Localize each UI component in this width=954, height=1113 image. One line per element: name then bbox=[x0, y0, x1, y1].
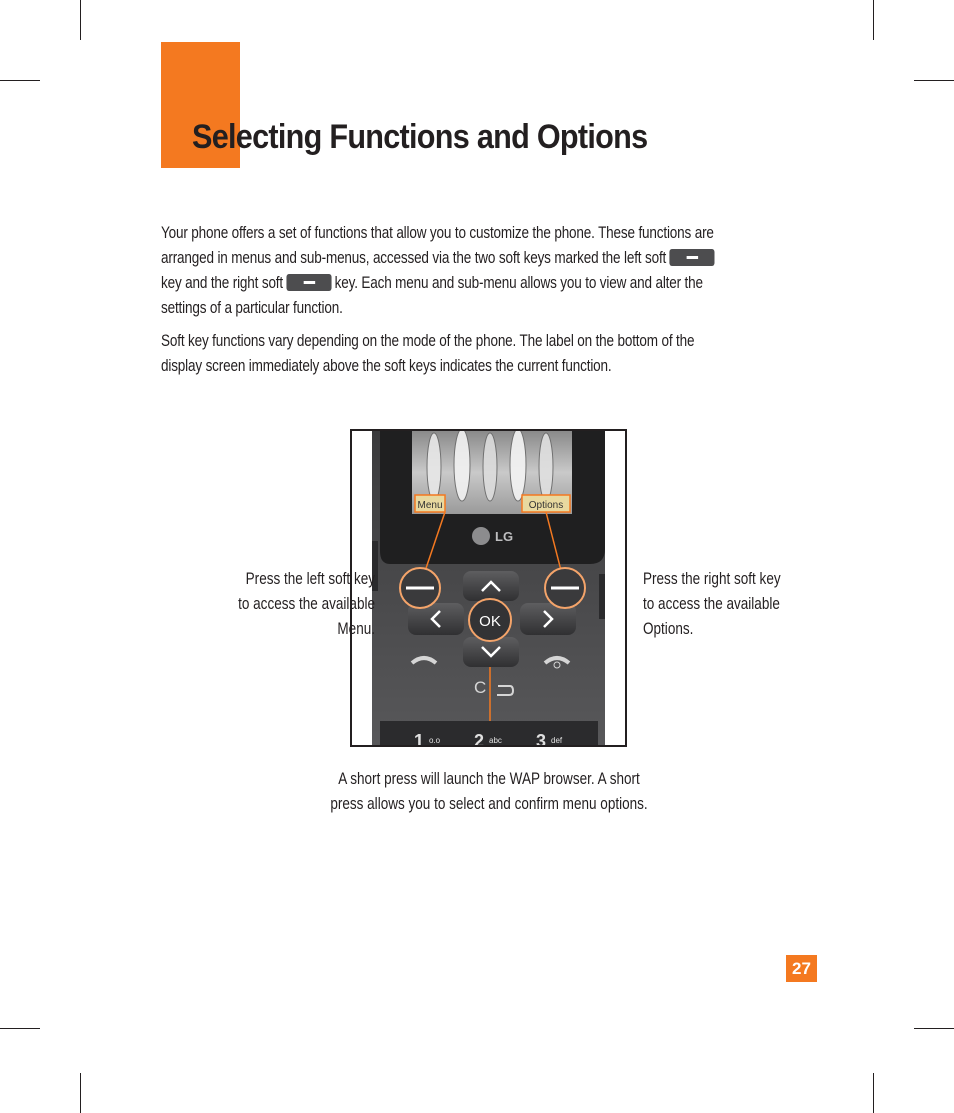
crop-mark bbox=[914, 1028, 954, 1029]
page-title: Selecting Functions and Options bbox=[192, 118, 648, 156]
intro-paragraph-1 bbox=[161, 221, 735, 321]
intro-text-2: key and the right soft bbox=[161, 274, 284, 292]
key-1-digit: 1 bbox=[414, 731, 425, 747]
crop-mark bbox=[914, 80, 954, 81]
callout-right-line: to access the available bbox=[643, 595, 780, 613]
callout-right-line: Press the right soft key bbox=[643, 570, 781, 588]
callout-left-line: Menu. bbox=[337, 620, 375, 638]
ok-key-label: OK bbox=[479, 613, 501, 630]
intro-text-1: Your phone offers a set of functions that allow you to customize the phone. These functions are arranged in menus and sub-menus, accessed via the two soft keys marked the left soft bbox=[161, 224, 714, 267]
screen-menu-label: Menu bbox=[417, 500, 443, 511]
brand-label: LG bbox=[495, 529, 514, 544]
key-2-digit: 2 bbox=[474, 731, 485, 747]
nav-up-key bbox=[463, 571, 519, 601]
left-soft-key-icon bbox=[669, 249, 714, 266]
callout-left-soft-key bbox=[191, 567, 376, 642]
callout-left-line: to access the available bbox=[238, 595, 375, 613]
crop-mark bbox=[80, 1073, 81, 1113]
key-3-letters: def bbox=[551, 736, 563, 745]
key-1-letters: o.o bbox=[429, 736, 441, 745]
crop-mark bbox=[873, 1073, 874, 1113]
page-number: 27 bbox=[786, 955, 817, 982]
screen-options-label: Options bbox=[528, 500, 564, 511]
clear-key-label: C bbox=[474, 678, 487, 697]
callout-ok-key bbox=[315, 767, 663, 817]
crop-mark bbox=[80, 0, 81, 40]
key-3-digit: 3 bbox=[536, 731, 547, 747]
callout-bottom-line: A short press will launch the WAP browser. A short bbox=[338, 770, 640, 788]
crop-mark bbox=[0, 80, 40, 81]
crop-mark bbox=[0, 1028, 40, 1029]
key-2-letters: abc bbox=[489, 736, 502, 745]
callout-right-line: Options. bbox=[643, 620, 694, 638]
crop-mark bbox=[873, 0, 874, 40]
intro-paragraph-2: Soft key functions vary depending on the mode of the phone. The label on the bottom of the display screen immediately above the soft keys indicates the current function. bbox=[161, 332, 695, 375]
phone-illustration bbox=[350, 429, 627, 747]
right-soft-key-icon bbox=[286, 274, 331, 291]
lg-logo-icon bbox=[472, 527, 490, 545]
callout-bottom-line: press allows you to select and confirm menu options. bbox=[330, 795, 648, 813]
intro-text-3: key. Each menu and sub-menu allows you to view and alter the settings of a particular function. bbox=[161, 274, 703, 317]
callout-right-soft-key bbox=[643, 567, 807, 642]
callout-left-line: Press the left soft key bbox=[245, 570, 375, 588]
